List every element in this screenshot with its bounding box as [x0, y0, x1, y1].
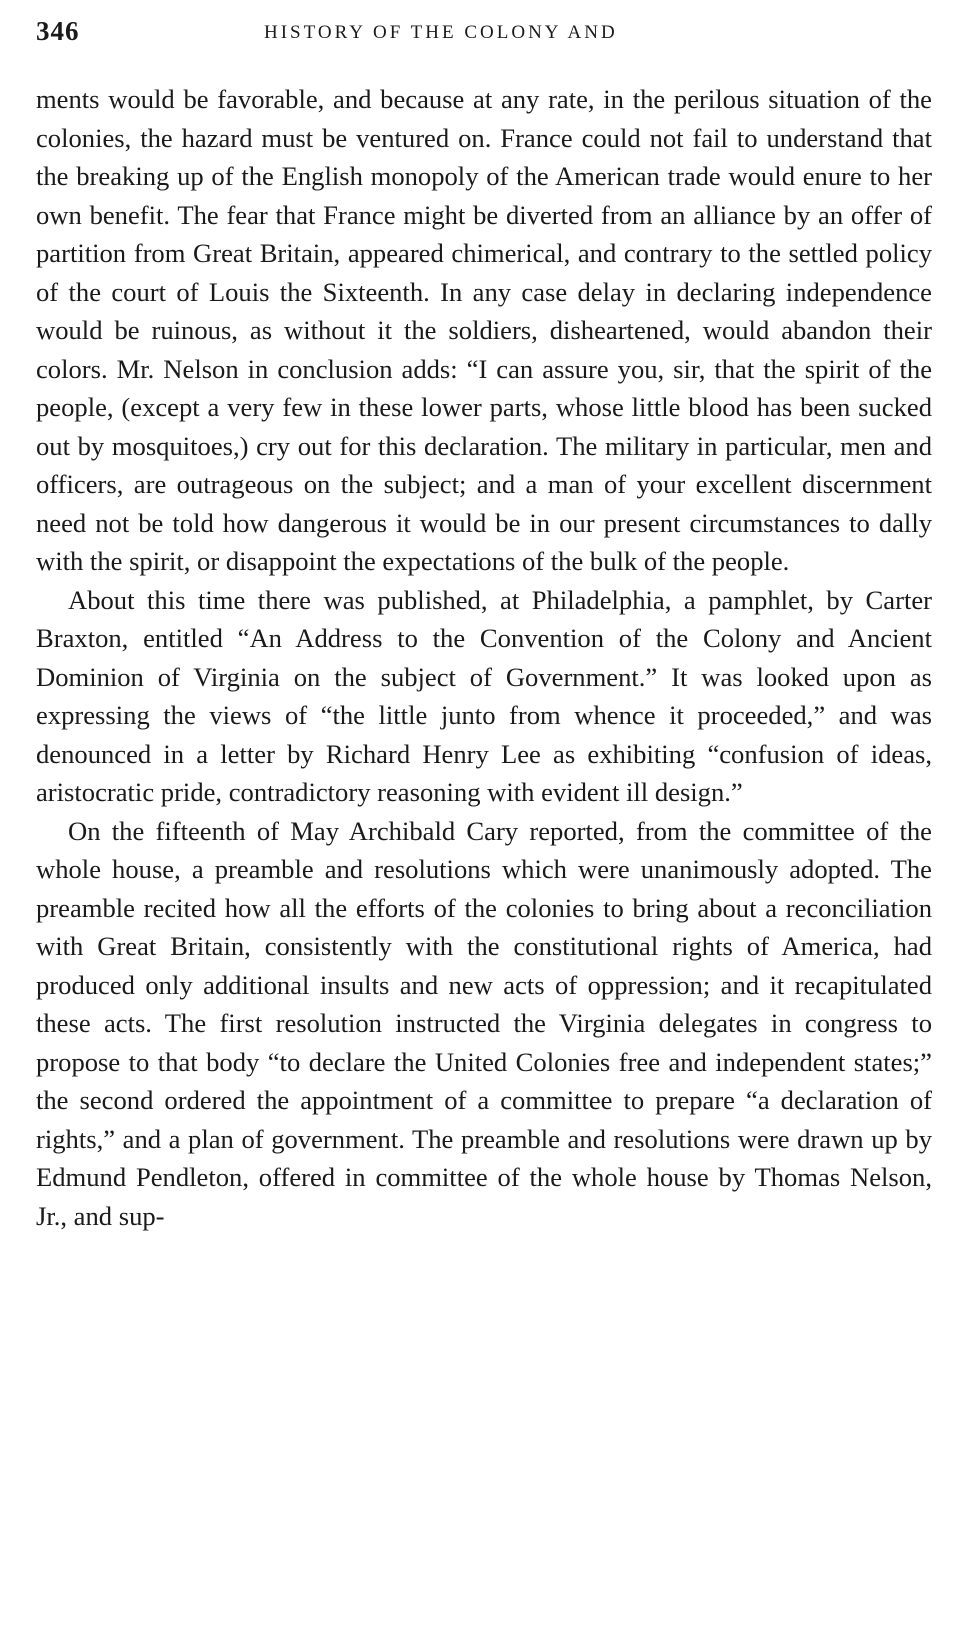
paragraph-cary-resolutions: On the fifteenth of May Archibald Cary reported, from the committee of the whole house, a preamble and resolutions which were unanimously adopted. The preamble recited how all the efforts of the colonies to bring about a reconciliation with Great Britain, consistently with the constitutional rights of America, had produced only additional insults and new acts of oppression; and it recapitulated these acts. The first resolution instructed the Virginia delegates in congress to propose to that body “to declare the United Colonies free and independent states;” the second ordered the appointment of a committee to prepare “a declaration of rights,” and a plan of government. The preamble and resolutions were drawn up by Edmund Pendleton, offered in committee of the whole house by Thomas Nelson, Jr., and sup-	[36, 815, 932, 1231]
running-title: HISTORY OF THE COLONY AND	[264, 22, 618, 43]
body-text	[36, 80, 932, 1235]
book-page	[36, 10, 932, 1231]
paragraph-continued: ments would be favorable, and because at any rate, in the perilous situation of the colonies, the hazard must be ventured on. France could not fail to understand that the breaking up of the English monopoly of the American trade would enure to her own benefit. The fear that France might be diverted from an alliance by an offer of partition from Great Britain, appeared chimerical, and contrary to the settled policy of the court of Louis the Sixteenth. In any case delay in declaring independence would be ruinous, as without it the soldiers, disheartened, would abandon their colors. Mr. Nelson in conclusion adds: “I can assure you, sir, that the spirit of the people, (except a very few in these lower parts, whose little blood has been sucked out by mosquitoes,) cry out for this declaration. The military in particular, men and officers, are outrageous on the subject; and a man of your excellent discernment need not be told how dangerous it would be in our present circumstances to dally with the spirit, or disappoint the expectations of the bulk of the people.	[36, 84, 932, 576]
page-number: 346	[36, 16, 80, 46]
paragraph-braxton-pamphlet: About this time there was published, at Philadelphia, a pamphlet, by Carter Braxton, entitled “An Address to the Convention of the Colony and Ancient Dominion of Virginia on the subject of Government.” It was looked upon as expressing the views of “the little junto from whence it proceeded,” and was denounced in a letter by Richard Henry Lee as exhibiting “confusion of ideas, aristocratic pride, contradictory reasoning with evident ill design.”	[36, 584, 932, 807]
running-head	[36, 10, 932, 58]
